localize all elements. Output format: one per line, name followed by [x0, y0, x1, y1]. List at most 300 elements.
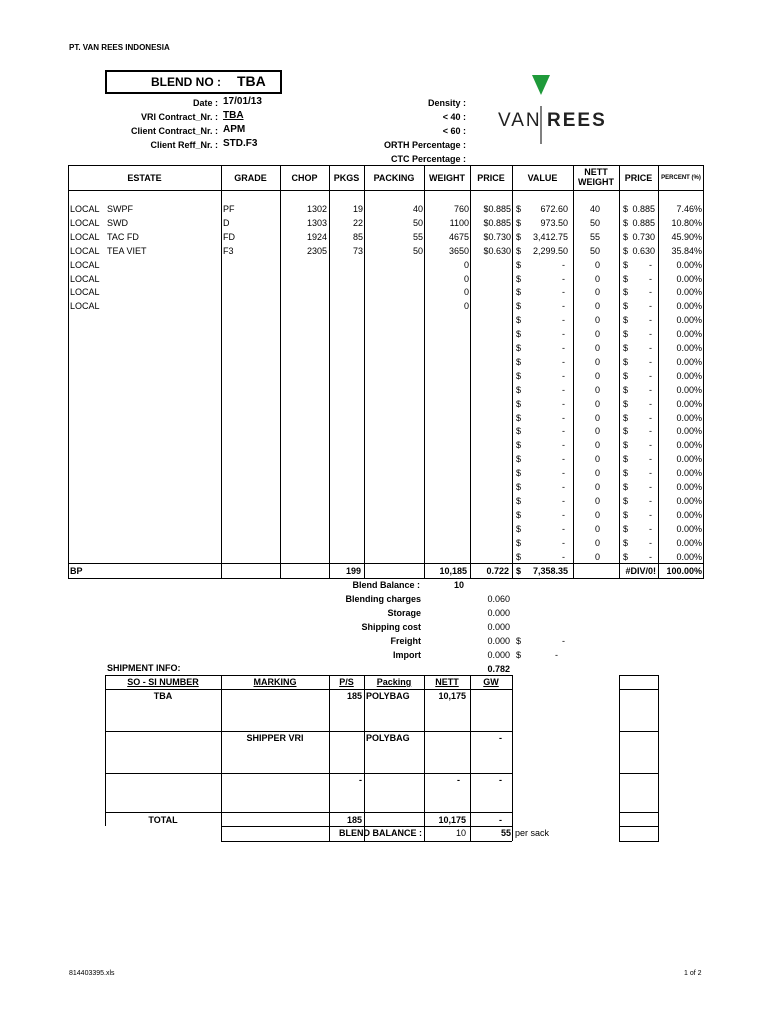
- side-box-border: [658, 675, 659, 841]
- row-nett-weight: 0: [594, 426, 600, 437]
- row-value: -: [562, 384, 565, 395]
- charge-value: 0.000: [487, 608, 510, 618]
- row-percent: 0.00%: [676, 273, 702, 284]
- row-price2-dollar: $: [623, 315, 629, 326]
- row-price2-dollar: $: [623, 287, 629, 298]
- row-value: -: [562, 398, 565, 409]
- table-row: [0, 412, 768, 426]
- row-price2-dollar: $: [623, 231, 629, 242]
- row-price2-dollar: $: [623, 537, 629, 548]
- shipment-total-label: TOTAL: [148, 815, 178, 825]
- side-box-border: [619, 773, 659, 774]
- logo-text-rees: REES: [547, 110, 607, 131]
- row-value: -: [562, 356, 565, 367]
- row-percent: 0.00%: [676, 468, 702, 479]
- row-origin: LOCAL: [70, 231, 100, 242]
- row-nett-weight: 0: [594, 454, 600, 465]
- row-value-dollar: $: [516, 231, 522, 242]
- row-value: -: [562, 454, 565, 465]
- row-price2: -: [649, 454, 652, 465]
- info-label: Client Reff_Nr. :: [150, 140, 218, 150]
- blend-box: [105, 70, 282, 94]
- row-price2: -: [649, 551, 652, 562]
- row-price2-dollar: $: [623, 329, 629, 340]
- row-percent: 0.00%: [676, 384, 702, 395]
- blend-label: BLEND NO :: [151, 75, 221, 89]
- table-row: [0, 439, 768, 453]
- row-percent: 0.00%: [676, 551, 702, 562]
- shipment-header: SO - SI NUMBER: [127, 677, 199, 687]
- row-value-dollar: $: [516, 204, 522, 214]
- row-percent: 0.00%: [676, 329, 702, 340]
- row-price2-dollar: $: [623, 551, 629, 562]
- row-value: -: [562, 523, 565, 534]
- table-row: [0, 273, 768, 287]
- row-percent: 45.90%: [671, 231, 702, 242]
- row-value-dollar: $: [516, 454, 522, 465]
- row-nett-weight: 0: [594, 482, 600, 492]
- side-box-border: [619, 841, 659, 842]
- row-packing: 40: [412, 204, 423, 214]
- row-origin: LOCAL: [70, 301, 100, 312]
- row-nett-weight: 0: [594, 384, 600, 395]
- blend-balance-footer-value: 10: [455, 828, 466, 838]
- table-row: [0, 328, 768, 342]
- row-price2: -: [649, 287, 652, 298]
- row-nett-weight: 50: [589, 217, 600, 228]
- info-right-label: CTC Percentage :: [390, 154, 466, 164]
- column-header: PKGS: [333, 173, 360, 183]
- row-price2-dollar: $: [623, 259, 629, 270]
- row-estate: SWD: [107, 217, 128, 228]
- row-percent: 0.00%: [676, 509, 702, 520]
- row-value-dollar: $: [516, 273, 522, 284]
- info-value: STD.F3: [223, 138, 258, 149]
- column-header: PACKING: [373, 173, 415, 183]
- row-value-dollar: $: [516, 384, 522, 395]
- table-row: [0, 300, 768, 314]
- row-chop: 1302: [306, 204, 327, 214]
- info-label: VRI Contract_Nr. :: [140, 112, 218, 122]
- shipment-header: GW: [483, 677, 499, 687]
- row-packing: 50: [412, 217, 423, 228]
- row-percent: 0.00%: [676, 523, 702, 534]
- charge-label: Shipping cost: [361, 622, 421, 632]
- row-price2-dollar: $: [623, 426, 629, 437]
- row-nett-weight: 0: [594, 495, 600, 506]
- row-weight: 1100: [449, 217, 469, 228]
- row-value-dollar: $: [516, 495, 522, 506]
- charge-dash: -: [562, 636, 565, 646]
- shipment-gw: -: [499, 775, 502, 785]
- shipment-column-line: [512, 675, 513, 841]
- row-price2-dollar: $: [623, 454, 629, 465]
- row-estate: TAC FD: [107, 231, 139, 242]
- row-price2-dollar: $: [623, 440, 629, 451]
- column-header: PERCENT (%): [661, 175, 701, 181]
- shipment-total-nett: 10,175: [438, 815, 466, 825]
- totals-price2: #DIV/0!: [625, 566, 656, 576]
- row-price: $0.885: [483, 217, 511, 228]
- row-price2-dollar: $: [623, 245, 629, 256]
- row-value: 973.50: [540, 217, 568, 228]
- row-value-dollar: $: [516, 343, 522, 353]
- column-header: ESTATE: [127, 173, 162, 183]
- row-value-dollar: $: [516, 329, 522, 340]
- totals-price: 0.722: [486, 566, 509, 576]
- header-bottom-border: [68, 190, 704, 191]
- row-value: -: [562, 426, 565, 437]
- row-price2: -: [649, 259, 652, 270]
- row-estate: TEA VIET: [107, 245, 147, 256]
- row-price2: -: [649, 412, 652, 423]
- charge-label: Blending charges: [345, 594, 421, 604]
- row-weight: 0: [463, 273, 469, 284]
- company-name: PT. VAN REES INDONESIA: [69, 43, 170, 52]
- row-value: -: [562, 551, 565, 562]
- shipment-packing: POLYBAG: [366, 733, 410, 743]
- blend-balance-footer-label: BLEND BALANCE :: [339, 828, 422, 838]
- side-box-border: [619, 689, 659, 690]
- shipment-so-number: TBA: [153, 691, 173, 701]
- row-nett-weight: 0: [594, 259, 600, 270]
- row-origin: LOCAL: [70, 217, 100, 228]
- row-price: $0.885: [483, 204, 511, 214]
- charge-value: 0.000: [487, 636, 510, 646]
- shipment-header: NETT: [435, 677, 459, 687]
- row-value-dollar: $: [516, 523, 522, 534]
- row-value: -: [562, 440, 565, 451]
- table-row: [0, 481, 768, 495]
- row-price2: -: [649, 356, 652, 367]
- row-grade: D: [223, 217, 230, 228]
- row-nett-weight: 0: [594, 356, 600, 367]
- row-nett-weight: 40: [589, 204, 600, 214]
- row-value: -: [562, 468, 565, 479]
- table-row: [0, 398, 768, 412]
- row-value: -: [562, 259, 565, 270]
- shipment-gw: -: [499, 733, 502, 743]
- totals-pkgs: 199: [345, 566, 361, 576]
- charge-label: Freight: [390, 636, 421, 646]
- row-percent: 7.46%: [676, 204, 702, 214]
- info-value: TBA: [223, 110, 244, 121]
- row-percent: 0.00%: [676, 398, 702, 409]
- row-nett-weight: 55: [589, 231, 600, 242]
- row-price2: -: [649, 509, 652, 520]
- row-value-dollar: $: [516, 468, 522, 479]
- row-nett-weight: 0: [594, 329, 600, 340]
- row-origin: LOCAL: [70, 204, 100, 214]
- row-price2: -: [649, 329, 652, 340]
- shipment-title: SHIPMENT INFO:: [107, 663, 181, 673]
- shipment-nett: 10,175: [438, 691, 466, 701]
- row-value-dollar: $: [516, 537, 522, 548]
- row-value-dollar: $: [516, 398, 522, 409]
- row-nett-weight: 0: [594, 537, 600, 548]
- row-percent: 35.84%: [671, 245, 702, 256]
- row-price2: -: [649, 426, 652, 437]
- shipment-header: MARKING: [253, 677, 297, 687]
- row-price2-dollar: $: [623, 204, 629, 214]
- totals-value: 7,358.35: [532, 566, 568, 576]
- table-row: [0, 217, 768, 231]
- row-value-dollar: $: [516, 551, 522, 562]
- row-weight: 4675: [448, 231, 469, 242]
- row-price2-dollar: $: [623, 523, 629, 534]
- row-price2: 0.885: [632, 204, 655, 214]
- row-value-dollar: $: [516, 356, 522, 367]
- row-value-dollar: $: [516, 315, 522, 326]
- row-value-dollar: $: [516, 287, 522, 298]
- row-value-dollar: $: [516, 245, 522, 256]
- row-percent: 10.80%: [671, 217, 702, 228]
- row-price2-dollar: $: [623, 468, 629, 479]
- row-percent: 0.00%: [676, 440, 702, 451]
- row-price2-dollar: $: [623, 343, 629, 353]
- row-nett-weight: 0: [594, 287, 600, 298]
- row-origin: LOCAL: [70, 273, 100, 284]
- row-percent: 0.00%: [676, 495, 702, 506]
- blend-balance-value: 10: [454, 580, 465, 590]
- column-header: GRADE: [234, 173, 267, 183]
- row-value: 672.60: [540, 204, 568, 214]
- totals-percent: 100.00%: [666, 566, 702, 576]
- shipment-nett: -: [457, 775, 460, 785]
- row-percent: 0.00%: [676, 343, 702, 353]
- row-price2: -: [649, 315, 652, 326]
- row-price2: -: [649, 370, 652, 381]
- row-value: -: [562, 315, 565, 326]
- totals-weight: 10,185: [439, 566, 467, 576]
- row-price2-dollar: $: [623, 412, 629, 423]
- table-row: [0, 509, 768, 523]
- shipment-header: P/S: [339, 677, 354, 687]
- table-row: [0, 551, 768, 565]
- row-price2: -: [649, 468, 652, 479]
- row-price2-dollar: $: [623, 301, 629, 312]
- row-value: -: [562, 287, 565, 298]
- info-label: Date :: [192, 98, 218, 108]
- row-price2-dollar: $: [623, 356, 629, 367]
- table-row: [0, 203, 768, 217]
- row-percent: 0.00%: [676, 259, 702, 270]
- table-row: [0, 495, 768, 509]
- column-header: CHOP: [291, 173, 318, 183]
- row-nett-weight: 50: [589, 245, 600, 256]
- logo-text-van: VAN: [498, 110, 542, 131]
- table-row: [0, 231, 768, 245]
- footer-page: 1 of 2: [684, 970, 702, 977]
- row-nett-weight: 0: [594, 440, 600, 451]
- row-price2: -: [649, 482, 652, 492]
- row-estate: SWPF: [107, 204, 133, 214]
- row-nett-weight: 0: [594, 343, 600, 353]
- row-origin: LOCAL: [70, 259, 100, 270]
- table-row: [0, 286, 768, 300]
- info-label: Client Contract_Nr. :: [130, 126, 218, 136]
- row-value: -: [562, 495, 565, 506]
- info-right-label: ORTH Percentage :: [383, 140, 466, 150]
- row-nett-weight: 0: [594, 273, 600, 284]
- row-value-dollar: $: [516, 509, 522, 520]
- footer-filename: 814403395.xls: [69, 970, 115, 977]
- row-percent: 0.00%: [676, 412, 702, 423]
- row-weight: 3650: [448, 245, 469, 256]
- row-price2-dollar: $: [623, 370, 629, 381]
- row-value-dollar: $: [516, 482, 522, 492]
- row-nett-weight: 0: [594, 523, 600, 534]
- row-grade: PF: [223, 204, 235, 214]
- blend-value: TBA: [237, 73, 266, 89]
- row-price2: 0.630: [632, 245, 655, 256]
- row-value: -: [562, 370, 565, 381]
- row-value: -: [562, 509, 565, 520]
- row-price2-dollar: $: [623, 509, 629, 520]
- row-pkgs: 73: [352, 245, 363, 256]
- column-header: NETT WEIGHT: [578, 167, 614, 187]
- charges-total: 0.782: [487, 664, 510, 674]
- info-value: 17/01/13: [223, 96, 262, 107]
- row-packing: 55: [412, 231, 423, 242]
- row-price: $0.730: [483, 231, 511, 242]
- row-nett-weight: 0: [594, 468, 600, 479]
- table-row: [0, 259, 768, 273]
- column-header: VALUE: [527, 173, 558, 183]
- row-price2: -: [649, 523, 652, 534]
- totals-value-dollar: $: [516, 566, 522, 576]
- table-row: [0, 453, 768, 467]
- shipment-ps: 185: [346, 691, 362, 701]
- table-row: [0, 467, 768, 481]
- charge-label: Import: [393, 650, 421, 660]
- row-packing: 50: [412, 245, 423, 256]
- column-header: WEIGHT: [429, 173, 465, 183]
- row-value-dollar: $: [516, 426, 522, 437]
- row-origin: LOCAL: [70, 287, 100, 298]
- charge-value: 0.000: [487, 650, 510, 660]
- row-weight: 0: [463, 287, 469, 298]
- row-price2-dollar: $: [623, 217, 629, 228]
- charge-label: Storage: [387, 608, 421, 618]
- side-box-border: [619, 826, 659, 827]
- table-row: [0, 537, 768, 551]
- row-value: 3,412.75: [532, 231, 568, 242]
- row-price2: -: [649, 440, 652, 451]
- row-value: -: [562, 412, 565, 423]
- row-price2-dollar: $: [623, 273, 629, 284]
- row-origin: LOCAL: [70, 245, 100, 256]
- side-box-border: [619, 675, 659, 676]
- column-header: PRICE: [624, 173, 653, 183]
- column-header: PRICE: [477, 173, 505, 183]
- row-value-dollar: $: [516, 440, 522, 451]
- row-value-dollar: $: [516, 217, 522, 228]
- table-row: [0, 370, 768, 384]
- row-price2-dollar: $: [623, 482, 629, 492]
- row-value: -: [562, 537, 565, 548]
- side-box-border: [619, 812, 659, 813]
- row-percent: 0.00%: [676, 287, 702, 298]
- row-chop: 1303: [306, 217, 327, 228]
- row-pkgs: 19: [352, 204, 363, 214]
- row-value-dollar: $: [516, 301, 522, 312]
- row-price2-dollar: $: [623, 398, 629, 409]
- row-percent: 0.00%: [676, 537, 702, 548]
- charge-dash: -: [555, 650, 558, 660]
- row-price2: -: [649, 537, 652, 548]
- info-right-label: Density :: [427, 98, 466, 108]
- shipment-column-line: [364, 675, 365, 841]
- row-price2: 0.730: [632, 231, 655, 242]
- shipment-ps: -: [359, 775, 362, 785]
- van-rees-logo: [496, 74, 606, 150]
- row-value-dollar: $: [516, 259, 522, 270]
- row-price2: -: [649, 384, 652, 395]
- shipment-packing: POLYBAG: [366, 691, 410, 701]
- row-grade: F3: [223, 245, 234, 256]
- row-price2: -: [649, 343, 652, 353]
- row-weight: 760: [453, 204, 469, 214]
- row-value: -: [562, 273, 565, 284]
- table-row: [0, 523, 768, 537]
- row-nett-weight: 0: [594, 509, 600, 520]
- row-price: $0.630: [483, 245, 511, 256]
- row-percent: 0.00%: [676, 301, 702, 312]
- row-price2: -: [649, 495, 652, 506]
- row-nett-weight: 0: [594, 370, 600, 381]
- table-row: [0, 245, 768, 259]
- row-percent: 0.00%: [676, 454, 702, 465]
- shipment-header: Packing: [376, 677, 412, 687]
- shipment-row-border: [105, 812, 512, 813]
- shipment-total-ps: 185: [346, 815, 362, 825]
- row-nett-weight: 0: [594, 412, 600, 423]
- row-percent: 0.00%: [676, 426, 702, 437]
- row-chop: 2305: [306, 245, 327, 256]
- info-right-label: < 40 :: [442, 112, 466, 122]
- charge-dollar: $: [516, 650, 522, 660]
- row-price2-dollar: $: [623, 384, 629, 395]
- row-percent: 0.00%: [676, 370, 702, 381]
- row-nett-weight: 0: [594, 398, 600, 409]
- row-percent: 0.00%: [676, 315, 702, 326]
- row-price2: -: [649, 398, 652, 409]
- shipment-bottom-border: [221, 841, 512, 842]
- row-weight: 0: [463, 301, 469, 312]
- charge-value: 0.060: [487, 594, 510, 604]
- row-pkgs: 22: [352, 217, 363, 228]
- row-value: -: [562, 329, 565, 340]
- row-value: -: [562, 301, 565, 312]
- row-value: -: [562, 482, 565, 492]
- per-sack-note: per sack: [515, 828, 550, 838]
- shipment-marking: SHIPPER VRI: [246, 733, 304, 743]
- row-nett-weight: 0: [594, 301, 600, 312]
- row-percent: 0.00%: [676, 356, 702, 367]
- table-top-border: [68, 165, 704, 166]
- row-nett-weight: 0: [594, 551, 600, 562]
- totals-label: BP: [70, 566, 83, 576]
- info-right-label: < 60 :: [442, 126, 466, 136]
- charge-value: 0.000: [487, 622, 510, 632]
- table-row: [0, 342, 768, 356]
- row-percent: 0.00%: [676, 482, 702, 492]
- blend-balance-footer-gw: 55: [500, 828, 511, 838]
- side-box-border: [619, 731, 659, 732]
- row-nett-weight: 0: [594, 315, 600, 326]
- row-chop: 1924: [306, 231, 327, 242]
